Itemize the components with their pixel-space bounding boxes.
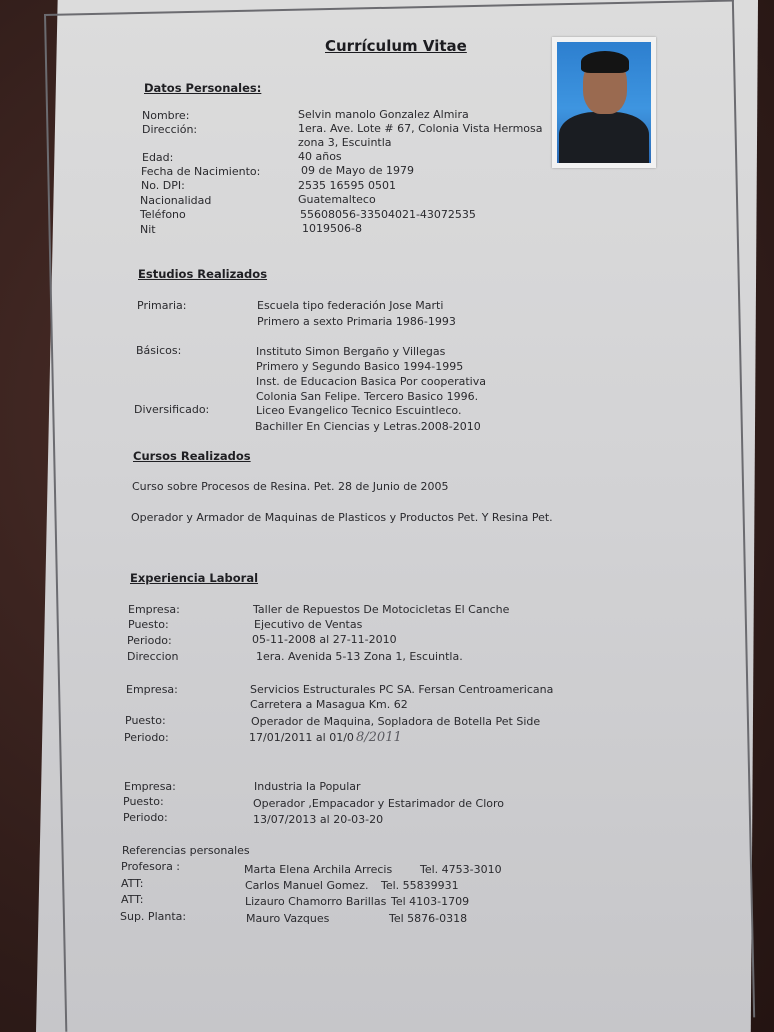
- basicos-label: Básicos:: [136, 344, 182, 357]
- job3-puesto-label: Puesto:: [123, 795, 164, 808]
- course-item-2: Operador y Armador de Maquinas de Plasticos y Productos Pet. Y Resina Pet.: [131, 511, 553, 524]
- job2-empresa-line-2: Carretera a Masagua Km. 62: [250, 698, 408, 711]
- diversificado-line-2: Bachiller En Ciencias y Letras.2008-2010: [255, 420, 481, 433]
- name-value: Selvin manolo Gonzalez Almira: [298, 108, 469, 121]
- job2-periodo-label: Periodo:: [124, 731, 169, 744]
- job1-puesto-label: Puesto:: [128, 618, 169, 631]
- address-label: Dirección:: [142, 123, 198, 136]
- reference-label: Sup. Planta:: [120, 910, 187, 923]
- course-item-1: Curso sobre Procesos de Resina. Pet. 28 de Junio de 2005: [132, 480, 449, 493]
- reference-name: Mauro Vazques: [246, 912, 330, 925]
- basicos-line-1: Instituto Simon Bergaño y Villegas: [256, 345, 446, 358]
- photo-shirt: [559, 112, 649, 163]
- phone-value: 55608056-33504021-43072535: [300, 208, 476, 221]
- primaria-years: Primero a sexto Primaria 1986-1993: [257, 315, 456, 328]
- job2-puesto-label: Puesto:: [125, 714, 166, 727]
- job1-puesto: Ejecutivo de Ventas: [254, 618, 363, 631]
- reference-tel: Tel 5876-0318: [389, 912, 468, 925]
- section-heading-studies: Estudios Realizados: [138, 267, 268, 281]
- reference-name: Lizauro Chamorro Barillas: [245, 895, 387, 908]
- nationality-label: Nacionalidad: [140, 194, 212, 207]
- primaria-school: Escuela tipo federación Jose Marti: [257, 299, 444, 312]
- job3-puesto: Operador ,Empacador y Estarimador de Cloro: [253, 797, 505, 810]
- nit-value: 1019506-8: [302, 222, 362, 235]
- photo-portrait: [557, 42, 651, 163]
- diversificado-line-1: Liceo Evangelico Tecnico Escuintleco.: [256, 404, 462, 417]
- basicos-line-4: Colonia San Felipe. Tercero Basico 1996.: [256, 390, 479, 403]
- nit-label: Nit: [140, 223, 156, 236]
- job1-direccion-label: Direccion: [127, 650, 179, 663]
- basicos-line-2: Primero y Segundo Basico 1994-1995: [256, 360, 464, 373]
- nationality-value: Guatemalteco: [298, 193, 376, 206]
- profile-photo: [552, 37, 656, 168]
- birth-label: Fecha de Nacimiento:: [141, 165, 261, 178]
- address-value-line-2: zona 3, Escuintla: [298, 136, 392, 149]
- phone-label: Teléfono: [140, 208, 186, 221]
- job2-empresa-line-1: Servicios Estructurales PC SA. Fersan Centroamericana: [250, 683, 554, 696]
- reference-label: Profesora :: [121, 860, 181, 873]
- diversificado-label: Diversificado:: [134, 403, 210, 416]
- references-heading: Referencias personales: [122, 844, 250, 857]
- reference-tel: Tel 4103-1709: [391, 895, 470, 908]
- section-heading-personal: Datos Personales:: [144, 81, 262, 95]
- job2-puesto: Operador de Maquina, Sopladora de Botella Pet Side: [251, 715, 541, 728]
- document-title: Currículum Vitae: [325, 37, 467, 55]
- job1-direccion: 1era. Avenida 5-13 Zona 1, Escuintla.: [256, 650, 463, 663]
- address-value-line-1: 1era. Ave. Lote # 67, Colonia Vista Hermosa: [298, 122, 543, 135]
- section-heading-courses: Cursos Realizados: [133, 449, 251, 463]
- basicos-line-3: Inst. de Educacion Basica Por cooperativa: [256, 375, 486, 388]
- reference-tel: Tel. 4753-3010: [420, 863, 502, 876]
- reference-tel: Tel. 55839931: [381, 879, 459, 892]
- reference-name: Carlos Manuel Gomez.: [245, 879, 369, 892]
- age-label: Edad:: [142, 151, 174, 164]
- job3-empresa: Industria la Popular: [254, 780, 361, 793]
- dpi-value: 2535 16595 0501: [298, 179, 396, 192]
- job3-empresa-label: Empresa:: [124, 780, 176, 793]
- dpi-label: No. DPI:: [141, 179, 185, 192]
- reference-name: Marta Elena Archila Arrecis: [244, 863, 393, 876]
- reference-label: ATT:: [121, 893, 144, 906]
- job3-periodo: 13/07/2013 al 20-03-20: [253, 813, 384, 826]
- photo-hair: [581, 51, 629, 73]
- job1-periodo-label: Periodo:: [127, 634, 172, 647]
- name-label: Nombre:: [142, 109, 190, 122]
- job1-periodo: 05-11-2008 al 27-11-2010: [252, 633, 397, 646]
- job2-periodo: 17/01/2011 al 01/0: [249, 731, 354, 744]
- age-value: 40 años: [298, 150, 342, 163]
- job2-periodo-handwritten: 8/2011: [356, 730, 402, 745]
- job1-empresa-label: Empresa:: [128, 603, 180, 616]
- job1-empresa: Taller de Repuestos De Motocicletas El Canche: [253, 603, 510, 616]
- job3-periodo-label: Periodo:: [123, 811, 168, 824]
- primaria-label: Primaria:: [137, 299, 187, 312]
- birth-value: 09 de Mayo de 1979: [301, 164, 414, 177]
- section-heading-experience: Experiencia Laboral: [130, 571, 259, 585]
- reference-label: ATT:: [121, 877, 144, 890]
- job2-empresa-label: Empresa:: [126, 683, 178, 696]
